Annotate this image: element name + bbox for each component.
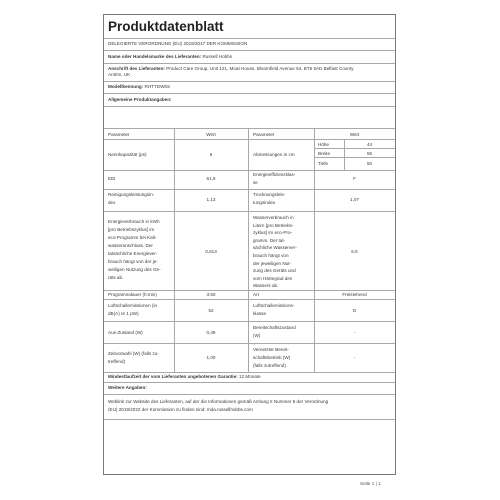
table-line [104,372,395,373]
depth-value: 50 [366,161,373,166]
warranty-label: Mindestlaufzeit der vom Lieferanten angebotenen Garantie: [108,374,238,379]
energy-consumption-value: 0,613 [205,249,217,254]
supplier-name-label: Name oder Handelsmarke des Lieferanten: [108,54,202,59]
off-mode-value: 0,49 [206,330,216,335]
table-line [314,157,395,158]
header-value-left: Wert [206,132,216,137]
delay-start-label-2: treffend) [108,359,126,364]
header-value-right: Wert [349,132,360,137]
website-line2-row [108,407,253,413]
water-consumption-line: brauch hängt von [253,252,289,258]
water-consumption-line: zyklus] im eco-Pro- [253,230,293,236]
warranty-row [108,374,261,380]
table-line [104,211,395,212]
header-parameter-left: Parameter [108,132,130,137]
noise-value: 52 [208,308,214,313]
off-mode-label: Aus-Zustand (W) [108,330,143,335]
dimensions-label: Abmessungen in cm [253,152,295,157]
energy-class-value: F [353,176,356,181]
general-info-heading: Allgemeine Produktangaben: [108,97,172,102]
networked-standby-line: schaftsbetrieb (W) [253,355,291,360]
table-line [104,382,395,383]
networked-standby-line: Vernetzter Bereit- [253,347,289,352]
table-line [104,170,395,171]
header-parameter-right: Parameter [253,132,275,137]
noise-class-label-1: Luftschallemissions- [253,303,295,308]
supplier-name: Russell Hobbs [202,54,233,59]
water-consumption-line: vom Härtegrad des [253,275,293,281]
energy-consumption-line: eco-Programm bei Kalt- [108,235,157,240]
programme-duration-value: 3:50 [206,292,216,297]
table-line [104,189,395,190]
width-label: Breite [318,151,331,156]
energy-consumption-line: [pro Betriebszyklus] im [108,227,155,232]
energy-class-label-1: Energieeffizienzklas- [253,172,296,177]
height-value: 44 [366,142,373,147]
eei-label: EEI [108,176,116,181]
model-id: RHTTDW6S [144,84,171,89]
standby-label-1: Bereitschaftszustand [253,325,296,330]
water-consumption-value: 6,5 [351,249,358,254]
divider [104,81,395,82]
water-consumption-label [253,214,311,290]
delay-start-value: 1,00 [206,355,216,360]
cleaning-label-1: Reinigungsleistungsin- [108,192,155,197]
water-consumption-line: sächliche Wasserver- [253,245,297,251]
depth-label: Tiefe [318,161,329,166]
divider [104,93,395,94]
table-line [104,139,395,140]
product-data-sheet [103,14,396,475]
noise-label-2: dB(A) re 1 pW) [108,311,139,316]
page-footer: Seite 1 | 1 [360,481,381,486]
table-line [104,128,395,129]
water-consumption-line: Wassers ab. [253,283,279,289]
table-line [104,394,395,395]
model-label: Modellkennung: [108,84,144,89]
water-consumption-line: gramm. Der tat- [253,237,286,243]
energy-consumption-line: brauch hängt von der je- [108,259,158,264]
networked-standby-line: (falls zutreffend) [253,363,286,368]
drying-label-2: tungsindex [253,200,276,205]
cleaning-label-2: dex [108,200,116,205]
energy-consumption-line: Energieverbrauch in kWh [108,219,160,224]
energy-consumption-label [108,218,170,282]
networked-standby-label [253,346,290,370]
noise-label-1: Luftschallemissionen (in [108,303,158,308]
type-value: Freistehend [342,292,367,297]
energy-consumption-line: wasseranschluss. Der [108,243,153,248]
eei-value: 61,9 [206,176,216,181]
page-title: Produktdatenblatt [108,19,224,34]
type-label: Art [253,292,259,297]
drying-value: 1,07 [350,197,359,202]
divider [104,106,395,107]
table-line [104,343,395,344]
energy-consumption-line: räts ab. [108,275,124,280]
website-url[interactable]: mda.russellhobbs.com [206,407,253,412]
divider [104,38,395,39]
width-value: 55 [366,151,373,156]
delay-start-label-1: Zeitvorwahl (W) (falls zu- [108,351,159,356]
supplier-address-line1: Product Care Group, Unit 121, Moat House, Bloomfield Avenue 54, BT5 5AD Belfast County [166,66,354,71]
table-line [104,419,395,420]
energy-class-label-2: se [253,180,258,185]
networked-standby-value: - [353,355,356,360]
table-line [104,290,395,291]
noise-class-label-2: klasse [253,311,267,316]
height-label: Höhe [318,142,329,147]
supplier-address-row [108,66,392,72]
energy-consumption-line: weiligen Nutzung des Ge- [108,267,161,272]
standby-label-2: (W) [253,333,261,338]
water-consumption-line: zung des Geräts und [253,268,296,274]
table-line [248,128,249,372]
model-row [108,84,170,90]
programme-duration-label: Programmdauer (h:min) [108,292,157,297]
regulation-text: DELEGIERTE VERORDNUNG (EU) 2019/2017 DER KOMMISSION [108,41,248,46]
website-line1: Weblink zur Website des Lieferanten, auf der die Informationen gemäß Anhang II Nummer 6 der Verordnung [108,399,329,404]
table-line [314,148,395,149]
supplier-address-label: Anschrift des Lieferanten: [108,66,165,71]
warranty-value: 12 Monate [238,374,261,379]
capacity-value: 6 [209,152,213,157]
supplier-address-line2: Antrim, UK [108,72,131,77]
energy-consumption-line: tatsächliche Energiever- [108,251,158,256]
standby-value: - [353,330,356,335]
divider [104,50,395,51]
table-line [104,321,395,322]
additional-info-heading: Weitere Angaben: [108,385,147,390]
capacity-label: Nennkapazität (ps) [108,152,147,157]
supplier-name-row [108,54,232,60]
divider [104,63,395,64]
water-consumption-line: Litern [pro Betriebs- [253,222,294,228]
water-consumption-line: Wasserverbrauch in [253,215,294,220]
table-line [104,299,395,300]
noise-class-value: D [352,308,357,313]
website-line2: (EU) 2019/2022 der Kommission zu finden sind: [108,407,206,412]
drying-label-1: Trocknungsleis- [253,192,286,197]
cleaning-value: 1,13 [206,197,216,202]
water-consumption-line: der jeweiligen Nut- [253,260,292,266]
